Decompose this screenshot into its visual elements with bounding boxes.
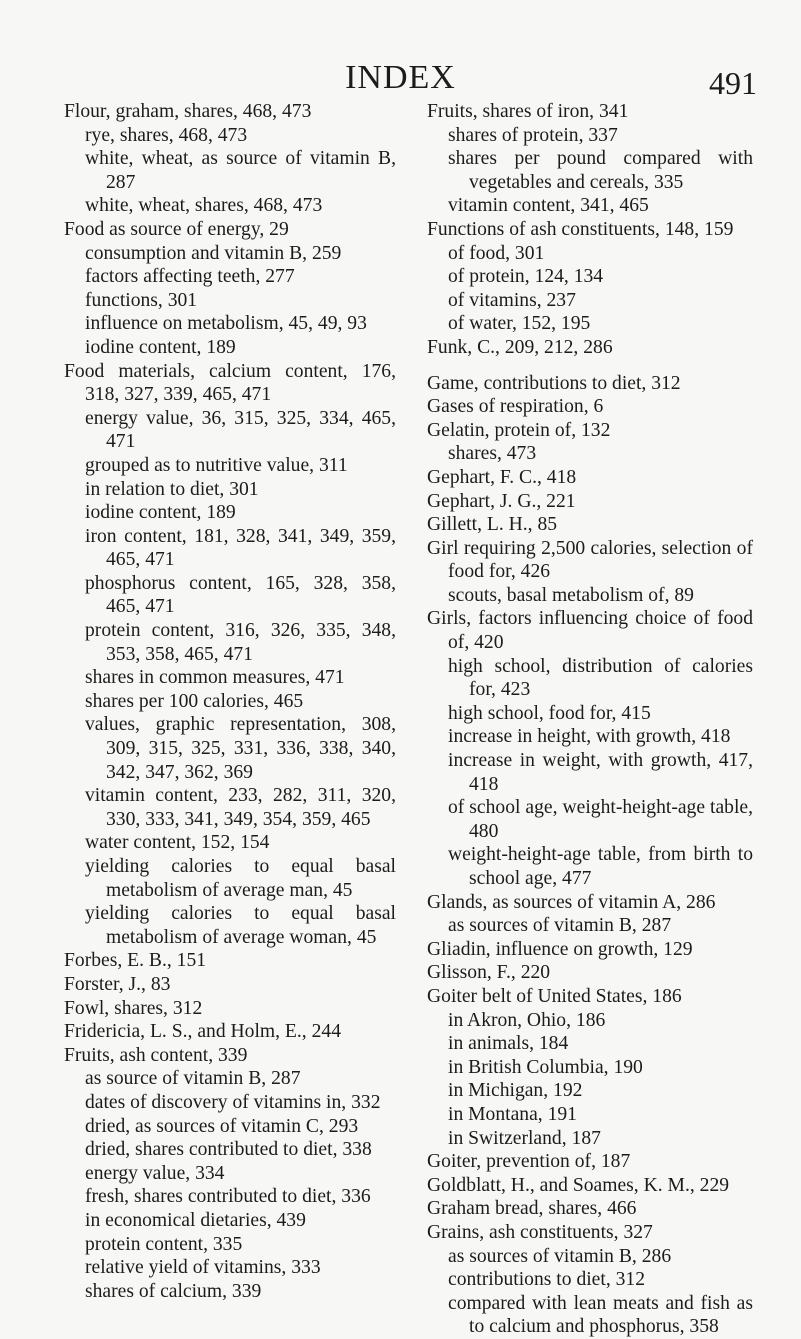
index-subentry: shares of protein, 337 [448, 124, 618, 146]
index-subentry: dried, shares contributed to diet, 338 [85, 1139, 372, 1161]
index-entry: Goldblatt, H., and Soames, K. M., 229 [427, 1174, 730, 1196]
index-subentry: in Akron, Ohio, 186 [448, 1009, 606, 1031]
index-subentry: iron content, 181, 328, 341, 349, 359, 465, 471 [85, 525, 396, 571]
index-entry: Gliadin, influence on growth, 129 [427, 938, 693, 960]
index-entry: Gillett, L. H., 85 [427, 514, 558, 536]
index-entry: Food as source of energy, 29 [64, 218, 289, 240]
index-subentry: grouped as to nutritive value, 311 [85, 454, 348, 476]
index-subentry: shares per 100 calories, 465 [85, 690, 304, 712]
index-entry: Glisson, F., 220 [427, 962, 551, 984]
index-subentry: values, graphic representation, 308, 309, 315, 325, 331, 336, 338, 340, 342, 347, 362, 369 [85, 714, 396, 783]
index-subentry: weight-height-age table, from birth to school age, 477 [448, 844, 753, 889]
index-entry: Goiter, prevention of, 187 [427, 1151, 631, 1173]
index-entry: Glands, as sources of vitamin A, 286 [427, 891, 716, 913]
index-entry: Graham bread, shares, 466 [427, 1198, 637, 1220]
page-header [0, 58, 801, 101]
index-subentry: as source of vitamin B, 287 [85, 1068, 301, 1090]
index-subentry: yielding calories to equal basal metabolism of average man, 45 [85, 856, 396, 901]
index-entry: Fruits, ash content, 339 [64, 1044, 248, 1066]
index-subentry: as sources of vitamin B, 287 [448, 915, 672, 937]
index-subentry: high school, distribution of calories for, 423 [448, 655, 753, 701]
index-entry: Functions of ash constituents, 148, 159 [427, 218, 734, 240]
index-subentry: in British Columbia, 190 [448, 1056, 643, 1078]
index-subentry: white, wheat, as source of vitamin B, 287 [85, 148, 396, 193]
index-subentry: fresh, shares contributed to diet, 336 [85, 1186, 371, 1208]
index-subentry: iodine content, 189 [85, 336, 236, 358]
index-entry: Food materials, calcium content, 176, 318, 327, 339, 465, 471 [64, 360, 396, 406]
index-entry: Gephart, F. C., 418 [427, 466, 577, 488]
index-column-left [64, 100, 396, 1303]
index-subentry: dried, as sources of vitamin C, 293 [85, 1115, 359, 1137]
index-entry: Fridericia, L. S., and Holm, E., 244 [64, 1021, 341, 1043]
index-subentry: high school, food for, 415 [448, 702, 651, 724]
index-subentry: energy value, 36, 315, 325, 334, 465, 471 [85, 407, 396, 453]
index-entry: Funk, C., 209, 212, 286 [427, 336, 613, 358]
index-subentry: influence on metabolism, 45, 49, 93 [85, 313, 367, 335]
index-subentry: dates of discovery of vitamins in, 332 [85, 1091, 381, 1113]
index-subentry: in economical dietaries, 439 [85, 1209, 306, 1231]
index-subentry: increase in height, with growth, 418 [448, 726, 731, 748]
index-entry: Grains, ash constituents, 327 [427, 1221, 653, 1243]
index-subentry: protein content, 335 [85, 1233, 243, 1255]
index-entry: Forbes, E. B., 151 [64, 950, 207, 972]
index-column-right [427, 100, 753, 1339]
index-subentry: shares per pound compared with vegetables and cereals, 335 [448, 148, 753, 193]
index-subentry: water content, 152, 154 [85, 832, 270, 854]
index-subentry: in Michigan, 192 [448, 1080, 583, 1102]
index-subentry: white, wheat, shares, 468, 473 [85, 195, 323, 217]
index-subentry: vitamin content, 233, 282, 311, 320, 330, 333, 341, 349, 354, 359, 465 [85, 785, 396, 830]
index-subentry: relative yield of vitamins, 333 [85, 1257, 321, 1279]
section-gap [427, 360, 753, 372]
index-subentry: phosphorus content, 165, 328, 358, 465, 471 [85, 572, 396, 618]
index-subentry: shares, 473 [448, 443, 537, 465]
index-subentry: consumption and vitamin B, 259 [85, 242, 342, 264]
index-subentry: vitamin content, 341, 465 [448, 195, 649, 217]
index-entry: Game, contributions to diet, 312 [427, 372, 681, 394]
page-title: INDEX [345, 59, 456, 96]
index-entry: Fowl, shares, 312 [64, 997, 203, 1019]
index-entry: Girls, factors influencing choice of food of, 420 [427, 608, 753, 654]
index-subentry: increase in weight, with growth, 417, 418 [448, 750, 753, 795]
index-entry: Forster, J., 83 [64, 973, 171, 995]
index-subentry: in Switzerland, 187 [448, 1127, 601, 1149]
index-entry: Gephart, J. G., 221 [427, 490, 576, 512]
index-subentry: of school age, weight-height-age table, 480 [448, 797, 753, 842]
index-subentry: energy value, 334 [85, 1162, 225, 1184]
index-subentry: iodine content, 189 [85, 502, 236, 524]
index-subentry: factors affecting teeth, 277 [85, 266, 295, 288]
index-subentry: of food, 301 [448, 242, 545, 264]
index-entry: Goiter belt of United States, 186 [427, 985, 682, 1007]
index-subentry: of water, 152, 195 [448, 313, 591, 335]
index-subentry: of vitamins, 237 [448, 289, 576, 311]
index-subentry: functions, 301 [85, 289, 198, 311]
index-subentry: scouts, basal metabolism of, 89 [448, 584, 694, 606]
index-subentry: in Montana, 191 [448, 1103, 577, 1125]
index-subentry: compared with lean meats and fish as to calcium and phosphorus, 358 [448, 1292, 753, 1338]
index-subentry: in animals, 184 [448, 1033, 569, 1055]
index-entry: Girl requiring 2,500 calories, selection of food for, 426 [427, 537, 753, 583]
index-entry: Fruits, shares of iron, 341 [427, 101, 629, 122]
index-subentry: of protein, 124, 134 [448, 266, 604, 288]
index-subentry: yielding calories to equal basal metabolism of average woman, 45 [85, 903, 396, 948]
index-subentry: as sources of vitamin B, 286 [448, 1245, 672, 1267]
index-entry: Gelatin, protein of, 132 [427, 419, 611, 441]
index-subentry: in relation to diet, 301 [85, 478, 259, 500]
index-subentry: shares of calcium, 339 [85, 1280, 262, 1302]
index-entry: Flour, graham, shares, 468, 473 [64, 101, 312, 122]
index-subentry: rye, shares, 468, 473 [85, 124, 248, 146]
index-subentry: shares in common measures, 471 [85, 667, 345, 689]
index-entry: Gases of respiration, 6 [427, 396, 604, 418]
index-subentry: protein content, 316, 326, 335, 348, 353, 358, 465, 471 [85, 620, 396, 665]
page-number: 491 [709, 65, 757, 101]
index-subentry: contributions to diet, 312 [448, 1269, 646, 1291]
